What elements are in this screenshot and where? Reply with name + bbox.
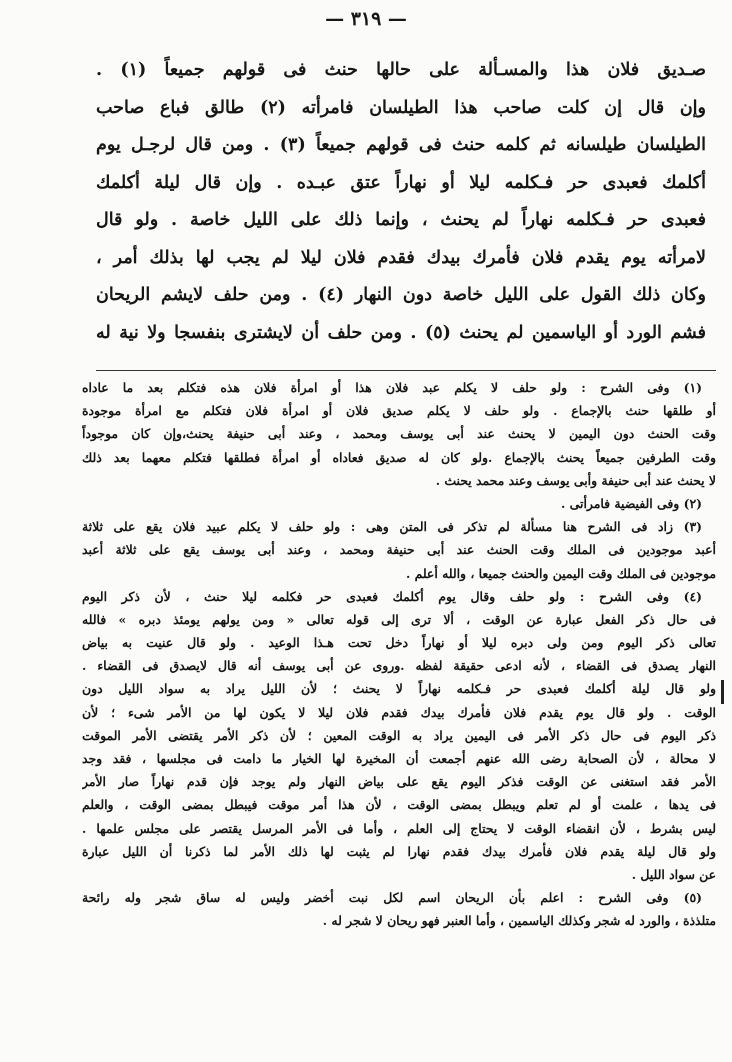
footnote-2 [82,492,716,515]
footnote-line: وقت الحنث دون اليمين لا يحنث عند أبى يوسف ومحمد ، وعند أبى حنيفة يحنث،وإن كان موجوداً [82,426,716,442]
footnote-line: ولو قال ليلة يقدم فلان فأمرك بيدك فقدم نهارا لم يثبت لها ذلك الأمر لما ذكرنا أن الليل عبارة [82,843,716,859]
footnote-line: (٥) وفى الشرح : اعلم بأن الريحان اسم لكل نبت أخضر وليس له ساق شجر وله رائحة [82,890,702,906]
footnotes [82,376,716,933]
main-text-line: فشم الورد أو الياسمين لم يحنث (٥) . ومن حلف أن لايشترى بنفسجا ولا نية له [96,322,706,343]
footnote-line: ذكر اليوم فى حال ذكر الأمر فى اليمين يراد به الوقت المعين ؛ لأن ذكر الأمر يقتضى الأمر الموقت [82,727,716,743]
footnote-line: النهار يصدق فى القضاء ، لأنه ادعى حقيقة لفظه .وروى عن أبى يوسف أنه قال لايصدق فى القضاء . [82,658,716,674]
footnote-4 [82,585,716,886]
main-text-line: الطيلسان طيلسانه ثم كلمه حنث فى قولهم جميعاً (٣) . ومن قال لرجـل يوم [96,135,706,155]
footnote-line: لا يحنث عند أبى حنيفة وأبى يوسف وعند محمد يحنث . [435,472,716,488]
footnote-1 [82,376,716,492]
footnote-3 [82,515,716,585]
footnote-divider [96,370,716,371]
main-text [96,52,706,352]
footnote-line: موجودين فى الملك وقت اليمين والحنث جميعا ، والله أعلم . [405,565,716,581]
main-text-line: فعبدى حر فـكلمه نهاراً لم يحنث ، وإنما ذلك على الليل خاصة . ولو قال [96,210,706,230]
footnote-line: (١) وفى الشرح : ولو حلف لا يكلم عبد فلان هذا أو امرأة فلان هذه فتكلم بعد ما عاداه [82,380,702,395]
main-text-line: صـديق فلان هذا والمسـألة على حالها حنث فى قولهم جميعاً (١) . [96,60,706,80]
footnote-line: (٣) زاد فى الشرح هنا مسألة لم تذكر فى المتن وهى : ولو حلف لا يكلم عبيد فلان يقع على ثلاثة [82,519,702,535]
footnote-line: أو طلقها حنث بالإجماع . ولو حلف لا يكلم صديق فلان أو امرأة فلان فتكلم مع امرأة موجودة [82,403,716,419]
footnote-line: (٢) وفى الفيضية فامرأتى . [561,495,702,511]
footnote-line: لا محالة ، لأن الصحابة رضى الله عنهم أجمعت أن المخيرة لها الخيار ما دامت فى مجلسها ، فقد وجد [82,751,716,766]
footnote-line: فى يدها ، علمت أو لم تعلم ويبطل بمضى الوقت ، لأن هذا أمر موقت فيبطل بمضى الوقت ، والعلم [82,797,716,813]
footnote-line: عن سواد الليل . [631,866,716,882]
footnote-line: وقت الطرفين جميعاً يحنث بالإجماع .ولو كان له صديق فعاداه أو امرأة فطلقها فتكلم معهما بعد ذلك [82,449,716,465]
footnote-line: تعالى ذكر اليوم ومن ولى دبره ليلا أو نهاراً دخل تحت هـذا الوعيد . ولو قال عنيت به بياض [82,635,716,651]
footnote-5 [82,886,716,932]
footnote-line: ليس بشرط ، لأن انقضاء الوقت لا يحتاج إلى العلم ، وأما فى الأمر المرسل يقتصر على مجلس علمها . [82,820,716,836]
footnote-line: أعبد موجودين فى الملك وقت الحنث عند أبى حنيفة ومحمد ، وعند أبى يوسف يقع على ثلاثة أعبد [82,542,716,558]
main-text-line: وإن قال إن كلت صاحب هذا الطيلسان فامرأته (٢) طالق فباع صاحب [96,97,706,118]
footnote-line: الوقت . ولو قال يوم يقدم فلان فأمرك بيدك فقدم فلان ليلا لا يكون لها من الأمر شىء ؛ لأن [82,704,716,720]
footnote-line: متلذذة ، والورد له شجر وكذلك الياسمين ، وأما العنبر فهو ريحان لا شجر له . [322,913,716,929]
footnote-line: فى حال ذكر الفعل عبارة عن الوقت ، ألا ترى إلى قوله تعالى « ومن يولهم يومئذ دبره » فالله [82,611,716,627]
margin-mark [721,680,724,704]
page-number: — ٣١٩ — [325,8,407,30]
footnote-line: ولو قال ليلة أكلمك فعبدى حر فـكلمه نهاراً لا يحنث ؛ لأن الليل يراد به سواد الليل دون [82,681,716,697]
main-text-line: أكلمك فعبدى حر فـكلمه ليلا أو نهاراً عتق عبـده . وإن قال ليلة أكلمك [96,172,706,193]
footnote-line: (٤) وفى الشرح : ولو حلف وقال يوم أكلمك فعبدى حر فكلمه ليلا حنث ، لأن ذكر اليوم [82,588,702,604]
main-text-line: لامرأته يوم يقدم فلان فأمرك بيدك فقدم فلان ليلا لم يجب لها بذلك أمر ، [96,247,706,268]
footnote-line: الأمر فقد استغنى عن الوقت فذكر اليوم يقع على بياض النهار ولم يوجد فإن قدم نهاراً صار الأمر [82,774,716,790]
main-text-line: وكان ذلك القول على الليل خاصة دون النهار (٤) . ومن حلف لايشم الريحان [96,285,706,305]
